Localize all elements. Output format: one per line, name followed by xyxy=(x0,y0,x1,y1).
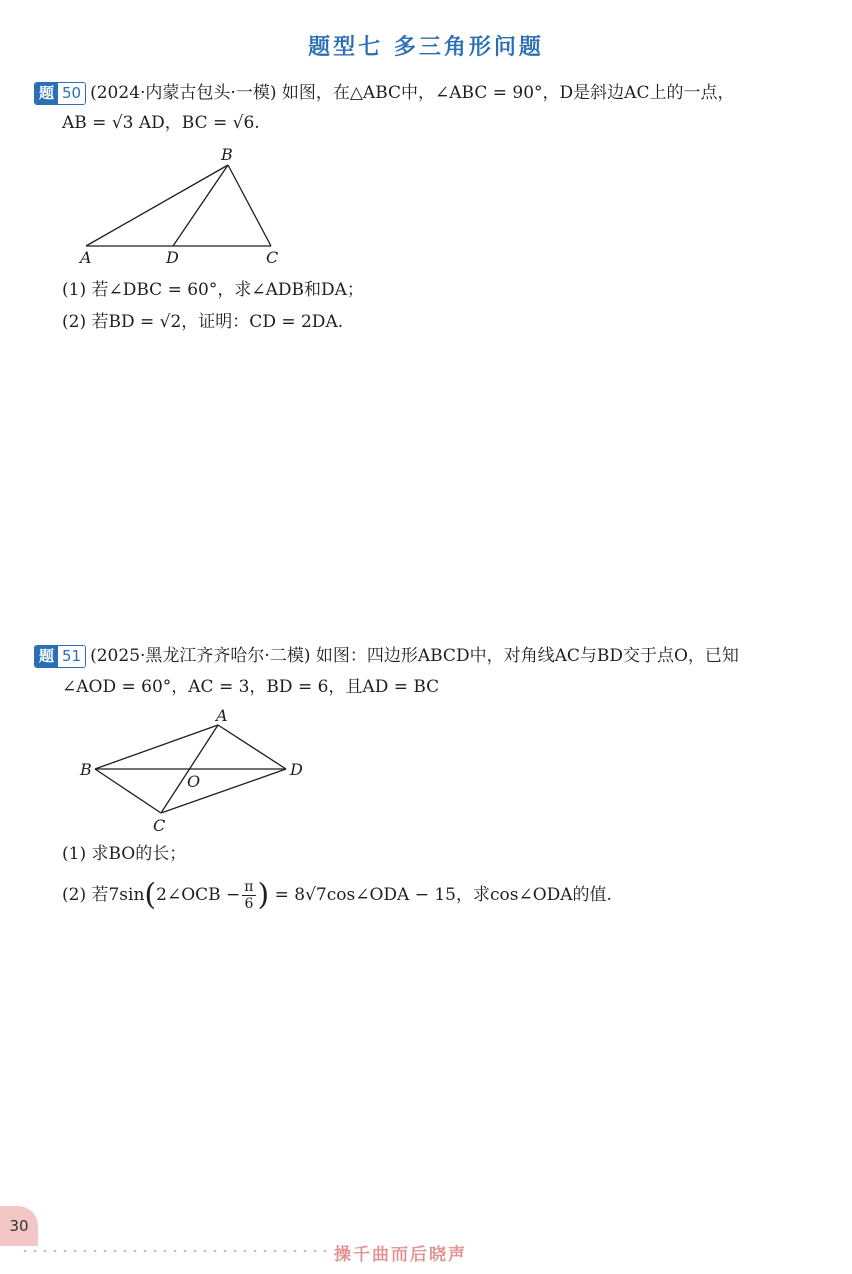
point-label-d: D xyxy=(166,248,179,267)
page-number: 30 xyxy=(0,1206,38,1246)
segment-ad xyxy=(218,725,286,769)
point-label-c: C xyxy=(266,248,279,267)
segment-bc xyxy=(228,165,271,246)
problem-50-part-2: (2) 若BD = √2，证明：CD = 2DA. xyxy=(62,312,344,332)
point-label-b: B xyxy=(221,145,233,164)
problem-statement-line1: (2025·黑龙江齐齐哈尔·二模) 如图：四边形ABCD中，对角线AC与BD交于点O，已知 xyxy=(90,646,739,666)
problem-51-part-2 xyxy=(62,879,612,912)
point-label-b: B xyxy=(80,760,92,779)
fraction-pi-over-6 xyxy=(242,879,255,912)
point-label-c: C xyxy=(153,816,166,835)
point-label-a: A xyxy=(216,706,228,725)
badge-number: 50 xyxy=(58,83,85,104)
point-label-d: D xyxy=(290,760,303,779)
page-title: 题型七 多三角形问题 xyxy=(308,35,544,60)
problem-statement-line2: AB = √3 AD，BC = √6. xyxy=(62,113,260,133)
point-label-o: O xyxy=(187,772,201,791)
problem-statement-line2: ∠AOD = 60°，AC = 3，BD = 6，且AD = BC xyxy=(62,677,440,697)
segment-bd xyxy=(173,165,228,246)
problem-51-part-1: (1) 求BO的长； xyxy=(62,844,187,864)
problem-statement-line1: (2024·内蒙古包头·一模) 如图，在△ABC中，∠ABC = 90°，D是斜边AC上的一点， xyxy=(90,83,735,103)
fraction-numerator: π xyxy=(244,879,254,895)
footer-dotted-line xyxy=(20,1250,330,1252)
fraction-denominator: 6 xyxy=(244,896,254,912)
problem-51-header xyxy=(34,643,739,669)
segment-ab xyxy=(86,165,228,246)
left-paren: ( xyxy=(144,877,157,913)
triangle-figure xyxy=(70,145,300,270)
right-paren: ) xyxy=(257,877,270,913)
segment-dc xyxy=(161,769,286,813)
badge-label: 题 xyxy=(35,646,58,667)
footer-motto: 操千曲而后晓声 xyxy=(334,1245,467,1265)
point-label-a: A xyxy=(80,248,92,267)
part-2-prefix: (2) 若7sin xyxy=(62,885,145,905)
part-2-inner: 2∠OCB − xyxy=(156,885,241,905)
part-2-suffix: = 8√7cos∠ODA − 15，求cos∠ODA的值. xyxy=(274,885,612,905)
badge-label: 题 xyxy=(35,83,58,104)
segment-cb xyxy=(95,769,161,813)
badge-number: 51 xyxy=(58,646,85,667)
segment-ba xyxy=(95,725,218,769)
problem-50-header xyxy=(34,80,734,106)
problem-50-part-1: (1) 若∠DBC = 60°，求∠ADB和DA； xyxy=(62,280,364,300)
quadrilateral-figure xyxy=(75,702,315,837)
problem-badge xyxy=(34,645,86,668)
problem-badge xyxy=(34,82,86,105)
